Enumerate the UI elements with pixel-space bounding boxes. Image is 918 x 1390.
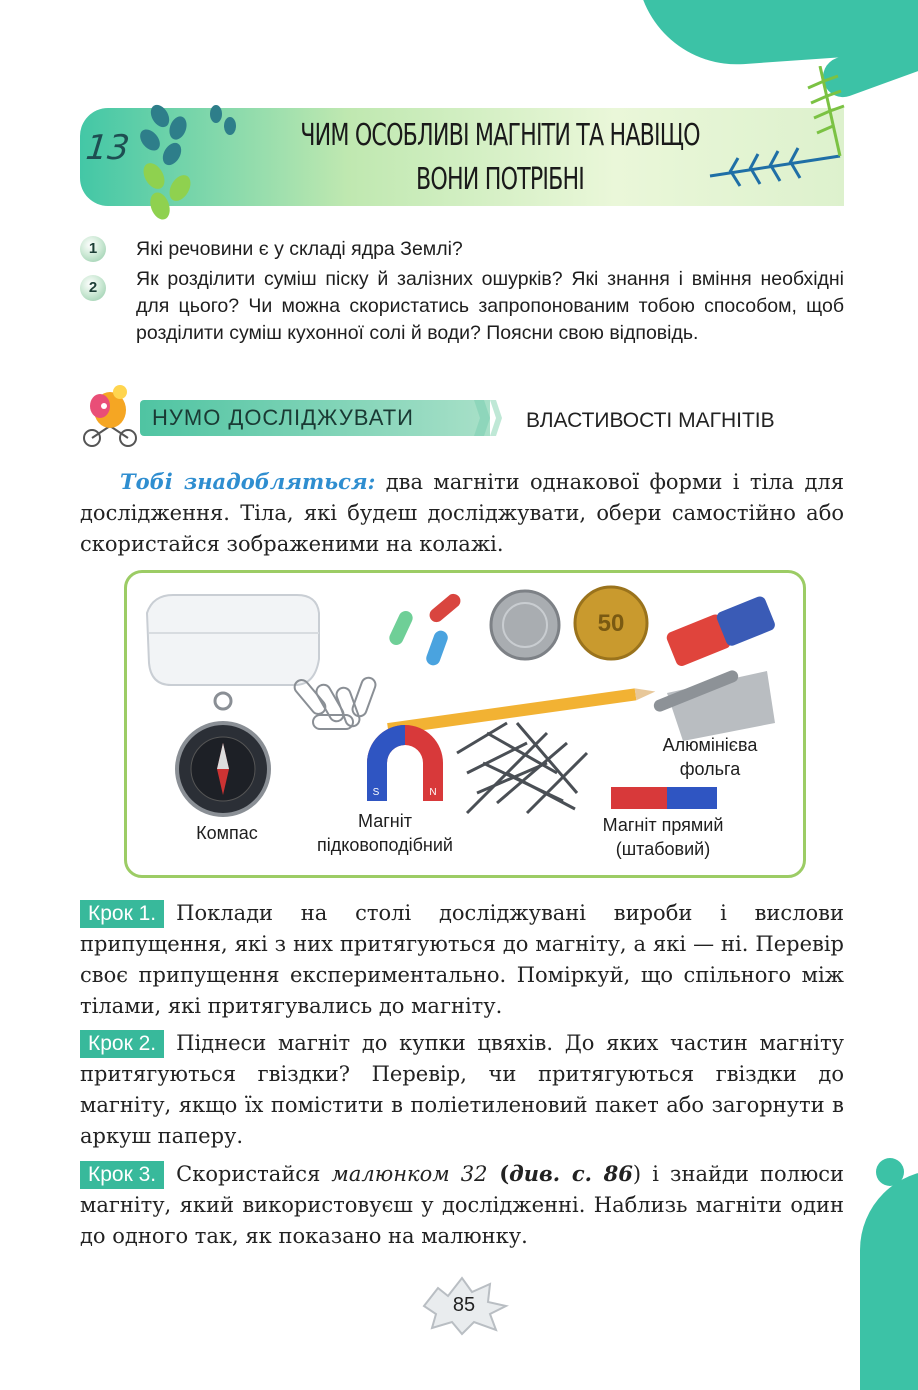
step-3-text-a: Скористайся [176, 1162, 332, 1186]
caption-foil-line-1: Алюмінієва [662, 735, 758, 755]
materials-lead: Тобі знадобляться: [120, 469, 376, 494]
plastic-container-image [147, 595, 319, 685]
corner-decoration-bottom [860, 1170, 918, 1390]
materials-paragraph [80, 466, 844, 560]
step-1-badge: Крок 1. [80, 900, 164, 928]
banner-stripes-icon [470, 400, 510, 436]
step-3-badge: Крок 3. [80, 1161, 164, 1189]
step-3-text-e: ) і знайди полюси магніту, який використовуєш у дослідженні. Наблизь магніти один до одного так, як показано на малюнку. [80, 1162, 845, 1248]
caption-bar-line-2: (штабовий) [615, 839, 711, 859]
cyclist-bug-icon [78, 376, 144, 448]
lesson-title [287, 114, 713, 202]
horseshoe-magnet-image [367, 725, 443, 801]
step-2-text: Піднеси магніт до купки цвяхів. До яких частин магніту притягуються гвіздки? Перевір, чи притягуються гвіздки до магніту, якщо їх помістити в поліетиленовий пакет або загорнути в аркуш паперу. [80, 1031, 844, 1148]
lesson-title-line-2: ВОНИ ПОТРІБНІ [416, 162, 584, 197]
nails-pile-image [457, 723, 587, 813]
page-number: 85 [452, 1294, 476, 1316]
question-number-badge: 2 [80, 275, 106, 301]
step-3 [80, 1158, 844, 1252]
question-number-badge: 1 [80, 236, 106, 262]
step-1 [80, 898, 844, 1022]
question-text: Які речовини є у складі ядра Землі? [136, 238, 463, 260]
materials-collage [124, 570, 806, 878]
gold-coin-image [575, 587, 647, 659]
step-3-figure-ref: малюнком 32 [331, 1162, 488, 1186]
caption-horseshoe-line-1: Магніт [358, 811, 412, 831]
step-2-badge: Крок 2. [80, 1030, 164, 1058]
caption-horseshoe-magnet [295, 809, 475, 857]
caption-compass: Компас [196, 823, 258, 843]
step-2-text-block [80, 1028, 844, 1152]
lesson-title-line-1: ЧИМ ОСОБЛИВІ МАГНІТИ ТА НАВІЩО [300, 118, 700, 153]
magnet-north-label: N [429, 787, 437, 798]
explore-label: НУМО ДОСЛІДЖУВАТИ [152, 405, 414, 430]
coin-value-label: 50 [597, 610, 625, 637]
question-item [80, 236, 860, 264]
aluminium-foil-image [652, 669, 775, 741]
magnet-south-label: S [372, 787, 380, 798]
eraser-image [665, 595, 777, 668]
colored-clips-image [387, 591, 463, 667]
silver-coin-image [491, 591, 559, 659]
fern-decoration-right [700, 66, 850, 206]
question-text: Як розділити суміш піску й залізних ошурків? Які знання і вміння необхідні для цього? Чи можна скористатись запропонованим тобою способом, щоб розділити суміш кухонної солі й води? Поясни свою відповідь. [136, 268, 844, 344]
caption-bar-line-1: Магніт прямий [602, 815, 724, 835]
lesson-number: 13 [83, 128, 132, 168]
step-3-text-c: ( [487, 1161, 510, 1186]
caption-foil [625, 733, 795, 781]
explore-topic: ВЛАСТИВОСТІ МАГНІТІВ [526, 409, 775, 432]
step-1-text: Поклади на столі досліджувані вироби і вислови припущення, які з них притягуються до магніту, а які — ні. Перевір своє припущення експериментально. Поміркуй, що спільного між тілами, які притягувались до магніту. [80, 901, 844, 1018]
step-3-text-block [80, 1158, 844, 1252]
bar-magnet-image [611, 787, 717, 809]
step-1-text-block [80, 898, 844, 1022]
corner-decoration-bottom-dot [876, 1158, 904, 1186]
question-item [80, 266, 860, 376]
compass-image [177, 693, 269, 815]
caption-horseshoe-line-2: підковоподібний [317, 835, 453, 855]
step-2 [80, 1028, 844, 1152]
step-3-page-ref: див. с. 86 [509, 1161, 633, 1186]
caption-bar-magnet [573, 813, 753, 861]
materials-text: два магніти однакової форми і тіла для дослідження. Тіла, які будеш досліджувати, обери самостійно або скористайся зображеними на колажі. [80, 470, 844, 556]
caption-foil-line-2: фольга [679, 759, 741, 779]
